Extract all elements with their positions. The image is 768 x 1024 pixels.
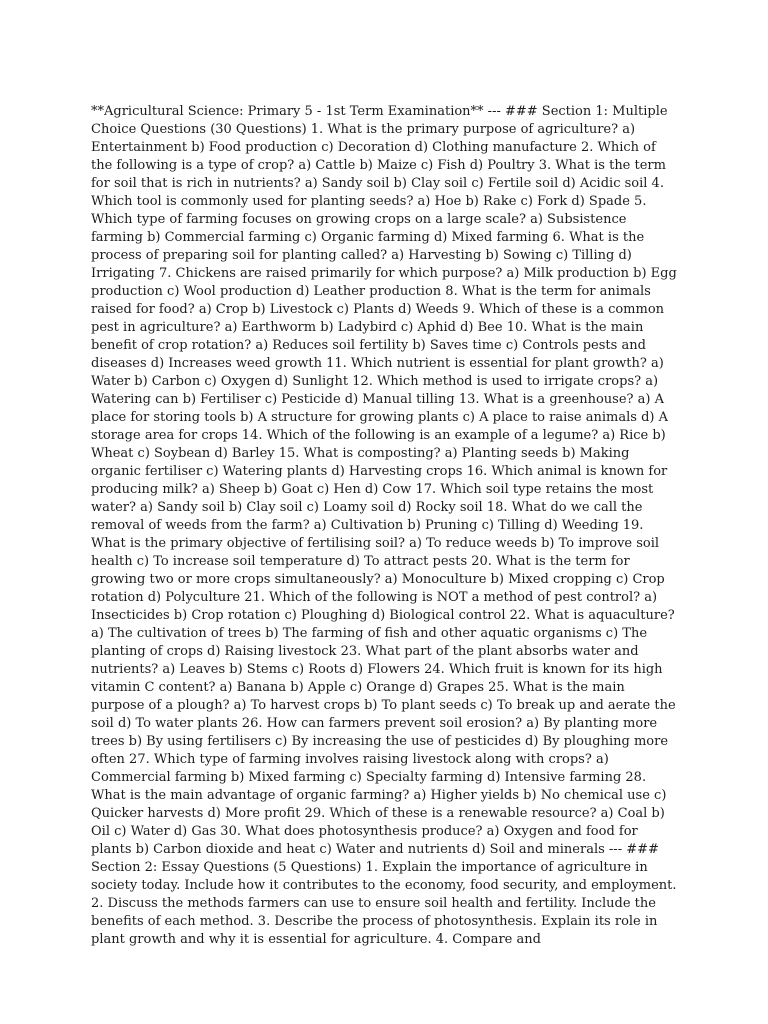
exam-body-text: **Agricultural Science: Primary 5 - 1st Term Examination** --- ### Section 1: Multiple Choice Questions (30 Questions) 1. What is the primary purpose of agriculture? a) Entertainment b) Food production c) Decoration d) Clothing manufacture 2. Which of the following is a type of crop? a) Cattle b) Maize c) Fish d) Poultry 3. What is the term for soil that is rich in nutrients? a) Sandy soil b) Clay soil c) Fertile soil d) Acidic soil 4. Which tool is commonly used for planting seeds? a) Hoe b) Rake c) Fork d) Spade 5. Which type of farming focuses on growing crops on a large scale? a) Subsistence farming b) Commercial farming c) Organic farming d) Mixed farming 6. What is the process of preparing soil for planting called? a) Harvesting b) Sowing c) Tilling d) Irrigating 7. Chickens are raised primarily for which purpose? a) Milk production b) Egg production c) Wool production d) Leather production 8. What is the term for animals raised for food? a) Crop b) Livestock c) Plants d) Weeds 9. Which of these is a common pest in agriculture? a) Earthworm b) Ladybird c) Aphid d) Bee 10. What is the main benefit of crop rotation? a) Reduces soil fertility b) Saves time c) Controls pests and diseases d) Increases weed growth 11. Which nutrient is essential for plant growth? a) Water b) Carbon c) Oxygen d) Sunlight 12. Which method is used to irrigate crops? a) Watering can b) Fertiliser c) Pesticide d) Manual tilling 13. What is a greenhouse? a) A place for storing tools b) A structure for growing plants c) A place to raise animals d) A storage area for crops 14. Which of the following is an example of a legume? a) Rice b) Wheat c) Soybean d) Barley 15. What is composting? a) Planting seeds b) Making organic fertiliser c) Watering plants d) Harvesting crops 16. Which animal is known for producing milk? a) Sheep b) Goat c) Hen d) Cow 17. Which soil type retains the most water? a) Sandy soil b) Clay soil c) Loamy soil d) Rocky soil 18. What do we call the removal of weeds from the farm? a) Cultivation b) Pruning c) Tilling d) Weeding 19. What is the primary objective of fertilising soil? a) To reduce weeds b) To improve soil health c) To increase soil temperature d) To attract pests 20. What is the term for growing two or more crops simultaneously? a) Monoculture b) Mixed cropping c) Crop rotation d) Polyculture 21. Which of the following is NOT a method of pest control? a) Insecticides b) Crop rotation c) Ploughing d) Biological control 22. What is aquaculture? a) The cultivation of trees b) The farming of fish and other aquatic organisms c) The planting of crops d) Raising livestock 23. What part of the plant absorbs water and nutrients? a) Leaves b) Stems c) Roots d) Flowers 24. Which fruit is known for its high vitamin C content? a) Banana b) Apple c) Orange d) Grapes 25. What is the main purpose of a plough? a) To harvest crops b) To plant seeds c) To break up and aerate the soil d) To water plants 26. How can farmers prevent soil erosion? a) By planting more trees b) By using fertilisers c) By increasing the use of pesticides d) By ploughing more often 27. Which type of farming involves raising livestock along with crops? a) Commercial farming b) Mixed farming c) Specialty farming d) Intensive farming 28. What is the main advantage of organic farming? a) Higher yields b) No chemical use c) Quicker harvests d) More profit 29. Which of these is a renewable resource? a) Coal b) Oil c) Water d) Gas 30. What does photosynthesis produce? a) Oxygen and food for plants b) Carbon dioxide and heat c) Water and nutrients d) Soil and minerals --- ### Section 2: Essay Questions (5 Questions) 1. Explain the importance of agriculture in society today. Include how it contributes to the economy, food security, and employment. 2. Discuss the methods farmers can use to ensure soil health and fertility. Include the benefits of each method. 3. Describe the process of photosynthesis. Explain its role in plant growth and why it is essential for agriculture. 4. Compare and	[91, 104, 677, 947]
